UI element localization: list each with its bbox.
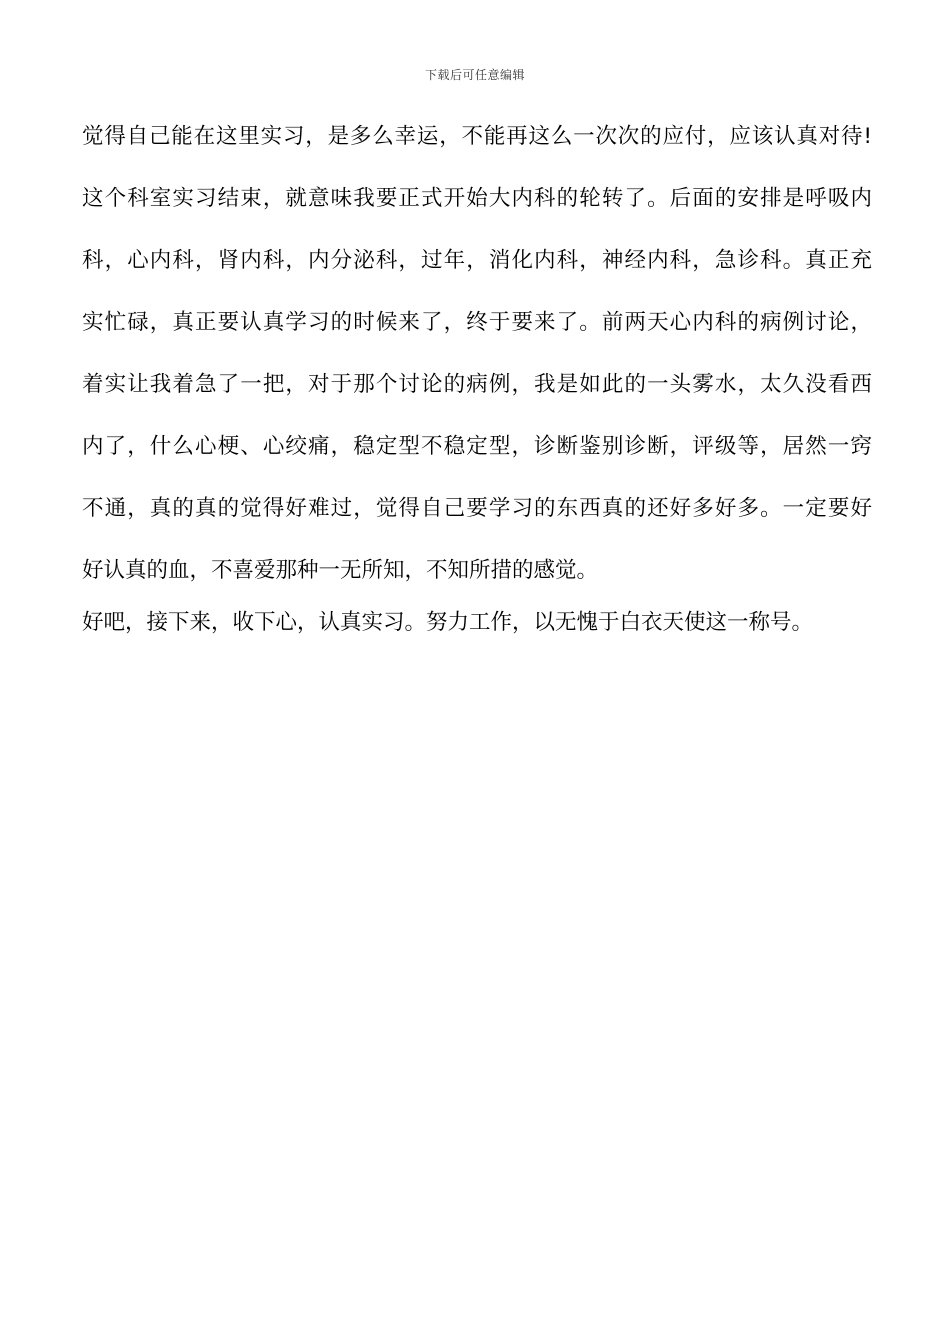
text-line: 着实让我着急了一把，对于那个讨论的病例，我是如此的一头雾水，太久没看西 bbox=[82, 372, 872, 397]
text-line: 这个科室实习结束，就意味我要正式开始大内科的轮转了。后面的安排是呼吸内 bbox=[82, 186, 872, 211]
paragraph-2 bbox=[82, 606, 872, 640]
text-line: 好认真的血，不喜爱那种一无所知，不知所措的感觉。 bbox=[82, 558, 599, 583]
text-line: 实忙碌，真正要认真学习的时候来了，终于要来了。前两天心内科的病例讨论， bbox=[82, 310, 872, 335]
paragraph-1 bbox=[82, 120, 872, 588]
document-body bbox=[82, 120, 872, 640]
text-line: 好吧，接下来，收下心，认真实习。努力工作，以无愧于白衣天使这一称号。 bbox=[82, 610, 814, 635]
text-line: 内了，什么心梗、心绞痛，稳定型不稳定型，诊断鉴别诊断，评级等，居然一窍 bbox=[82, 434, 872, 459]
page-header: 下载后可任意编辑 bbox=[424, 68, 525, 82]
text-line: 科，心内科，肾内科，内分泌科，过年，消化内科，神经内科，急诊科。真正充 bbox=[82, 248, 872, 273]
text-line: 觉得自己能在这里实习，是多么幸运，不能再这么一次次的应付，应该认真对待! bbox=[82, 124, 872, 149]
text-line: 不通，真的真的觉得好难过，觉得自己要学习的东西真的还好多好多。一定要好 bbox=[82, 496, 872, 521]
